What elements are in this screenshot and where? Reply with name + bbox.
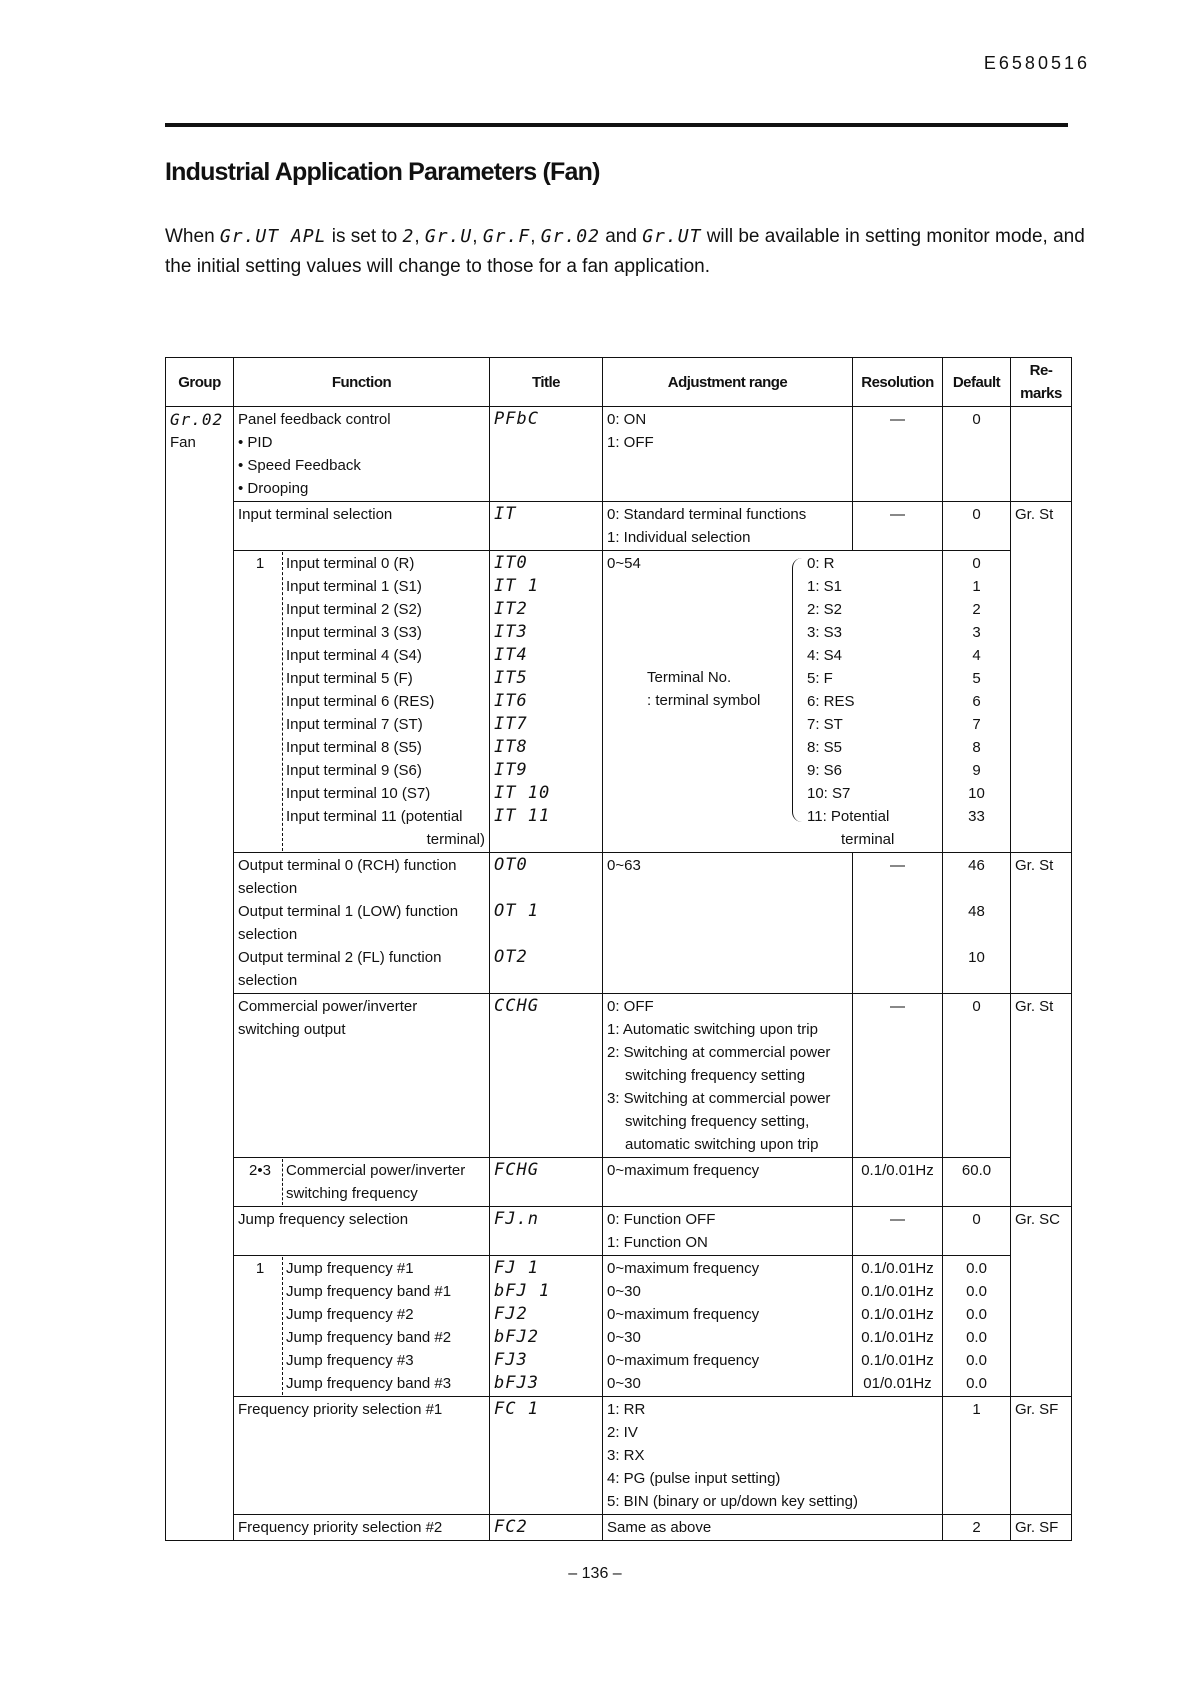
function-cell: 1 Input terminal 0 (R) Input terminal 1 (S1) Input terminal 2 (S2) Input terminal 3 (S3) Input terminal 4 (S4) Input terminal 5 (F) Input terminal 6 (RES) Input terminal 7 (ST) Input terminal 8 (S5) Input terminal 9 (S6) Input terminal 10 (S7) Input terminal 11 (potential terminal) <box>234 551 490 853</box>
header-rule <box>165 123 1068 127</box>
resolution-cell: — <box>853 407 943 502</box>
default-cell: 46 48 10 <box>943 853 1011 994</box>
adjustment-cell: 0: Function OFF 1: Function ON <box>603 1207 853 1256</box>
group-cell <box>166 407 234 1541</box>
function-cell: 2•3 Commercial power/inverter switching frequency <box>234 1158 490 1207</box>
header-function: Function <box>234 358 490 407</box>
page-heading: Industrial Application Parameters (Fan) <box>165 158 600 186</box>
lcd-code: Gr.UT APL <box>219 226 327 247</box>
group-code: Gr.02 <box>170 410 224 429</box>
header-group: Group <box>166 358 234 407</box>
title-cell: FC2 <box>490 1515 603 1541</box>
terminal-label: Terminal No. <box>647 669 732 686</box>
adjustment-cell: 0~maximum frequency 0~30 0~maximum frequency 0~30 0~maximum frequency 0~30 <box>603 1256 853 1397</box>
table-row <box>166 994 1072 1158</box>
title-cell: FJ.n <box>490 1207 603 1256</box>
function-cell: Frequency priority selection #2 <box>234 1515 490 1541</box>
table-row <box>166 551 1072 853</box>
function-cell: Jump frequency selection <box>234 1207 490 1256</box>
title-cell: FC 1 <box>490 1397 603 1515</box>
remarks-cell: Gr. St <box>1011 853 1072 994</box>
table-row <box>166 1515 1072 1541</box>
lcd-code: 2 <box>402 226 415 247</box>
adjustment-cell: 0: Standard terminal functions 1: Individual selection <box>603 502 853 551</box>
table-row <box>166 1397 1072 1515</box>
resolution-cell: — <box>853 502 943 551</box>
default-cell: 0 <box>943 407 1011 502</box>
lcd-code: Gr.F <box>482 226 531 247</box>
parameter-table <box>165 357 1072 1541</box>
remarks-cell: Gr. St <box>1011 502 1072 853</box>
adjustment-cell: 0: OFF 1: Automatic switching upon trip 2: Switching at commercial power switching frequency setting 3: Switching at commercial power switching frequency setting, automatic switching upon trip <box>603 994 853 1158</box>
default-cell: 0.0 0.0 0.0 0.0 0.0 0.0 <box>943 1256 1011 1397</box>
resolution-cell: — <box>853 994 943 1158</box>
function-cell: Input terminal selection <box>234 502 490 551</box>
remarks-cell <box>1011 407 1072 502</box>
table-row <box>166 1207 1072 1256</box>
function-cell: Frequency priority selection #1 <box>234 1397 490 1515</box>
resolution-cell: 0.1/0.01Hz <box>853 1158 943 1207</box>
adjustment-cell: 0~54 Terminal No. : terminal symbol 0: R 1: S1 2: S2 3: S3 4: S4 5: F 6: RES 7: ST 8: S5 9: S6 10: S7 11: Potential terminal <box>603 551 943 853</box>
adjustment-cell: Same as above <box>603 1515 943 1541</box>
table-row <box>166 1256 1072 1397</box>
resolution-cell: — <box>853 853 943 994</box>
title-cell: OT0 OT 1 OT2 <box>490 853 603 994</box>
lcd-code: Gr.02 <box>540 226 600 247</box>
header-remarks: Re-marks <box>1011 358 1072 407</box>
title-cell: PFbC <box>490 407 603 502</box>
title-cell: FCHG <box>490 1158 603 1207</box>
group-name: Fan <box>170 434 196 451</box>
default-cell: 0 <box>943 1207 1011 1256</box>
default-cell: 1 <box>943 1397 1011 1515</box>
adjustment-cell: 0~maximum frequency <box>603 1158 853 1207</box>
table-row <box>166 853 1072 994</box>
page-number: – 136 – <box>568 1565 622 1582</box>
table-row <box>166 502 1072 551</box>
intro-paragraph: When Gr.UT APL is set to 2, Gr.U, Gr.F, Gr.02 and Gr.UT will be available in setting monitor mode, and the initial setting values will change to those for a fan application. <box>165 226 1085 277</box>
title-cell: IT <box>490 502 603 551</box>
header-resolution: Resolution <box>853 358 943 407</box>
lcd-code: Gr.UT <box>642 226 702 247</box>
remarks-cell: Gr. SC <box>1011 1207 1072 1397</box>
function-cell: Panel feedback control • PID • Speed Feedback • Drooping <box>234 407 490 502</box>
remarks-cell: Gr. SF <box>1011 1515 1072 1541</box>
remarks-cell: Gr. SF <box>1011 1397 1072 1515</box>
title-cell: CCHG <box>490 994 603 1158</box>
header-title: Title <box>490 358 603 407</box>
adjustment-cell: 0: ON 1: OFF <box>603 407 853 502</box>
adjustment-cell: 1: RR 2: IV 3: RX 4: PG (pulse input setting) 5: BIN (binary or up/down key setting) <box>603 1397 943 1515</box>
title-cell: IT0 IT 1 IT2 IT3 IT4 IT5 IT6 IT7 IT8 IT9 IT 10 IT 11 <box>490 551 603 853</box>
table-row <box>166 407 1072 502</box>
default-cell: 0 <box>943 994 1011 1158</box>
adjustment-cell: 0~63 <box>603 853 853 994</box>
resolution-cell: — <box>853 1207 943 1256</box>
document-id: E6580516 <box>983 53 1090 73</box>
default-cell: 0 1 2 3 4 5 6 7 8 9 10 33 <box>943 551 1011 853</box>
table-header-row <box>166 358 1072 407</box>
default-cell: 2 <box>943 1515 1011 1541</box>
terminal-label: : terminal symbol <box>647 692 761 709</box>
default-cell: 0 <box>943 502 1011 551</box>
title-cell: FJ 1 bFJ 1 FJ2 bFJ2 FJ3 bFJ3 <box>490 1256 603 1397</box>
header-default: Default <box>943 358 1011 407</box>
function-cell: Output terminal 0 (RCH) function selection Output terminal 1 (LOW) function selection Output terminal 2 (FL) function selection <box>234 853 490 994</box>
brace-icon <box>792 558 806 822</box>
function-cell: 1 Jump frequency #1 Jump frequency band #1 Jump frequency #2 Jump frequency band #2 Jump frequency #3 Jump frequency band #3 <box>234 1256 490 1397</box>
table-row <box>166 1158 1072 1207</box>
resolution-cell: 0.1/0.01Hz 0.1/0.01Hz 0.1/0.01Hz 0.1/0.01Hz 0.1/0.01Hz 01/0.01Hz <box>853 1256 943 1397</box>
lcd-code: Gr.U <box>424 226 473 247</box>
default-cell: 60.0 <box>943 1158 1011 1207</box>
remarks-cell: Gr. St <box>1011 994 1072 1207</box>
function-cell: Commercial power/inverter switching output <box>234 994 490 1158</box>
header-adjustment-range: Adjustment range <box>603 358 853 407</box>
terminal-map: 0: R 1: S1 2: S2 3: S3 4: S4 5: F 6: RES 7: ST 8: S5 9: S6 10: S7 11: Potential terminal <box>807 555 895 848</box>
